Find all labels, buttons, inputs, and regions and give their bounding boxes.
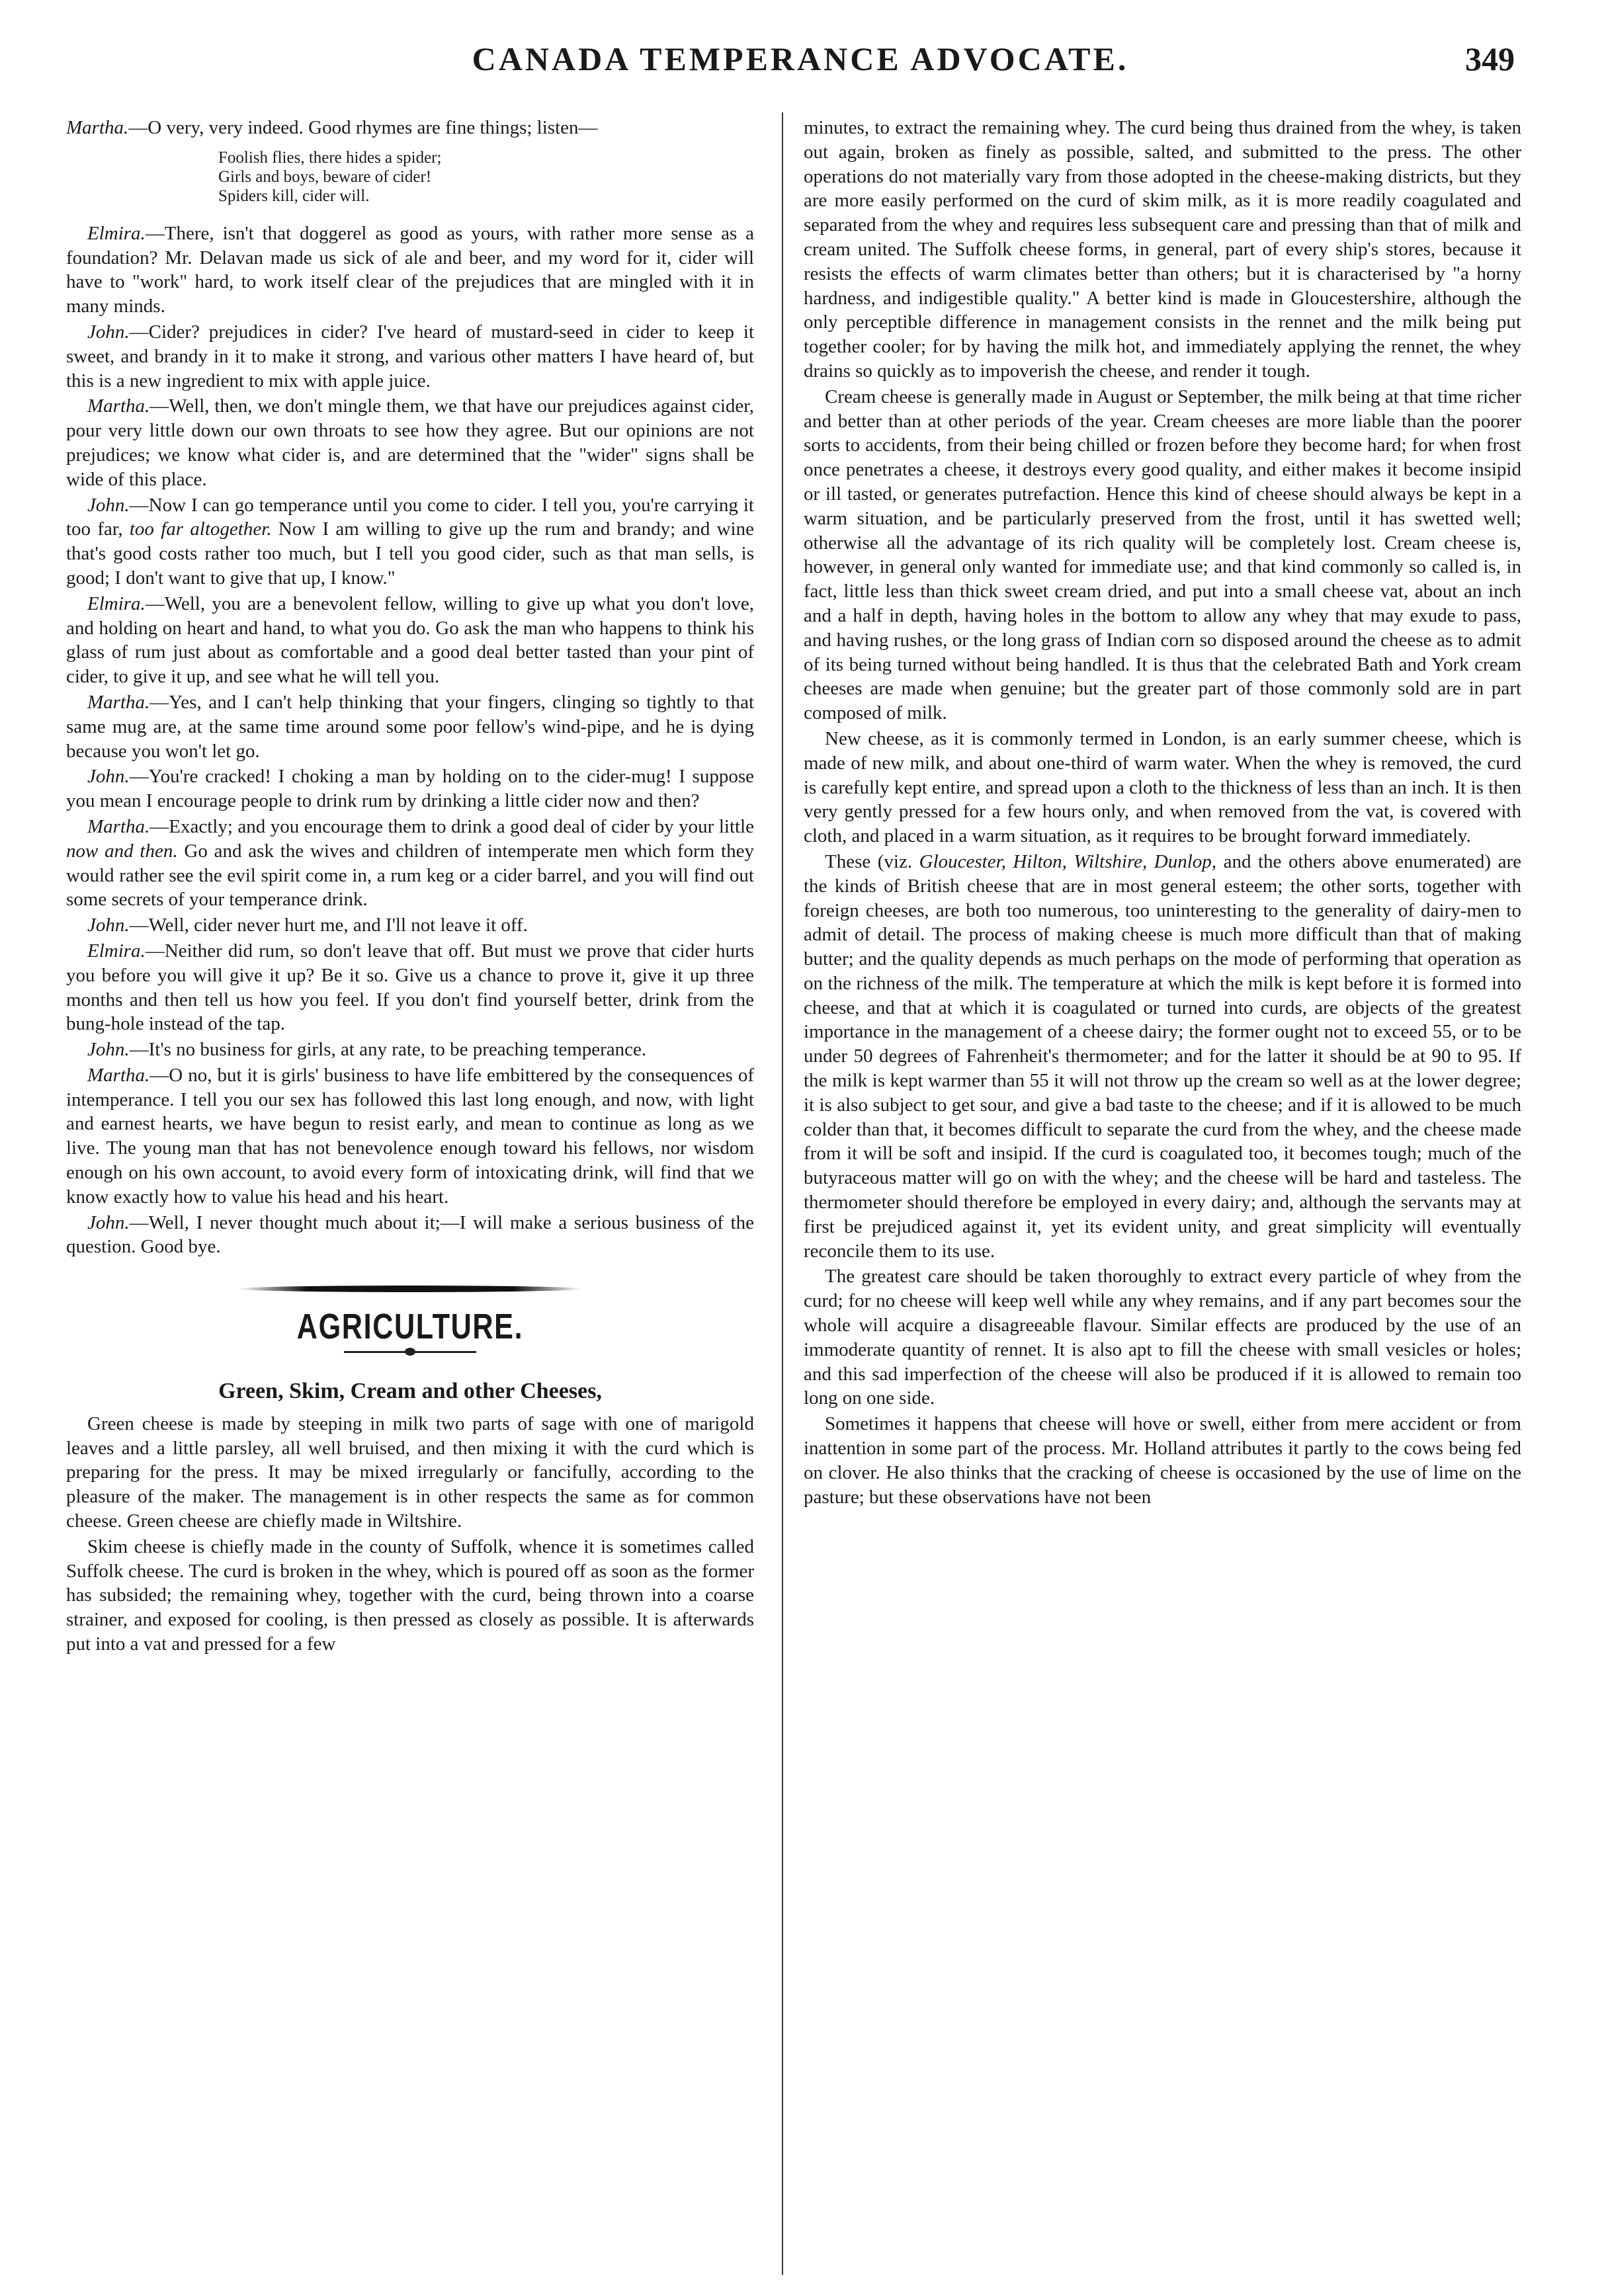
speaker-name: Martha. [66,117,129,138]
dialogue-paragraph [66,493,754,591]
page-number: 349 [1465,40,1515,77]
speaker-name: Elmira. [87,222,146,244]
dialogue-paragraph [66,913,754,938]
column-divider [782,112,783,2275]
ornamental-rule-small [344,1351,476,1353]
dialogue-paragraph [66,690,754,763]
poem-line: Girls and boys, beware of cider! [218,167,432,186]
dialogue-text: —Well, you are a benevolent fellow, willing to give up what you don't love, and holding on heart and hand, to what you do. Go ask the man who happens to think his glass of rum just about as comfortable and a good deal better tasted than your pint of cider, to give it up, and see what he will tell you. [66,593,754,688]
dialogue-text: —Neither did rum, so don't leave that off. But must we prove that cider hurts you before you will give it up? Be it so. Give us a chance to prove it, give it up three months and then tell us how you feel. If you don't find yourself better, drink from the bung-hole instead of the tap. [66,940,754,1035]
article-paragraph: Cream cheese is generally made in August or September, the milk being at that time richer and better than at other periods of the year. Cream cheeses are more liable than the poorer sorts to accidents, from their being chilled or frozen before they become hard; for when frost once penetrates a cheese, it destroys every good quality, and either makes it become insipid or ill tasted, or generates putrefaction. Hence this kind of cheese should always be kept in a warm situation, and be particularly preserved from the frost, until it has swetted well; otherwise all the advantage of its rich quality will be completely lost. Cream cheese is, however, in general only wanted for immediate use; and that kind commonly so called is, in fact, little less than thick sweet cream dried, and put into a small cheese vat, about an inch and a half in depth, having holes in the bottom to allow any whey that may exude to pass, and having rushes, or the long grass of Indian corn so disposed around the cheese as to admit of its being turned without being handled. It is thus that the celebrated Bath and York cream cheeses are made when genuine; but the greater part of those commonly sold are in part composed of milk. [804,386,1521,724]
dialogue-paragraph [66,764,754,813]
article-paragraph: Sometimes it happens that cheese will hove or swell, either from mere accident or from inattention in some part of the process. Mr. Holland attributes it partly to the cows being fed on clover. He also thinks that the cracking of cheese is occasioned by the use of lime on the pasture; but these observations have not been [804,1413,1521,1508]
emphasis-text: too far altogether. [129,518,272,540]
article-title: Green, Skim, Cream and other Cheeses, [218,1379,602,1404]
article-text: These (viz. [825,850,919,872]
emphasis-text: Gloucester, Hilton, Wiltshire, Dunlop, [919,850,1217,872]
section-separator [66,1286,754,1292]
left-column [66,116,754,2258]
article-paragraph: Green cheese is made by steeping in milk two parts of sage with one of marigold leaves and a little parsley, all well bruised, and then mixing it with the curd which is preparing for the press. It may be mixed irregularly or fancifully, according to the pleasure of the maker. The management is in other respects the same as for common cheese. Green cheese are chiefly made in Wiltshire. [66,1413,754,1532]
dialogue-paragraph [66,592,754,689]
right-column [804,116,1521,2258]
speaker-name: John. [87,321,130,343]
dialogue-text: —There, isn't that doggerel as good as yours, with rather more sense as a foundation? Mr. Delavan made us sick of ale and beer, and my word for it, cider will have to "work" hard, to work itself clear of the prejudices that are mingled with it in many minds. [66,222,754,317]
article-paragraph: New cheese, as it is commonly termed in London, is an early summer cheese, which is made of new milk, and about one-third of warm water. When the whey is removed, the curd is carefully kept entire, and spread upon a cloth to the thickness of less than an inch. It is then very gently pressed for a few hours only, and when removed from the vat, is covered with cloth, and placed in a warm situation, as it requires to be brought forward immediately. [804,727,1521,847]
article-text: and the others above enumerated) are the kinds of British cheese that are in most general esteem; the other sorts, together with foreign cheeses, are both too numerous, too uninteresting to the generality of dairy-men to admit of detail. The process of making cheese is much more difficult than that of making butter; and the quality depends as much perhaps on the mode of performing that operation as on the richness of the milk. The temperature at which the milk is kept before it is formed into cheese, and that at which it is coagulated or turned into curds, are objects of the greatest importance in the management of a cheese dairy; the former ought not to exceed 55, or to be under 50 degrees of Fahrenheit's thermometer; and for the latter it should be at 90 to 95. If the milk is kept warmer than 55 it will not throw up the cream so well as at the lower degree; it is also subject to get sour, and give a bad taste to the cheese; and if it is allowed to be much colder than that, it becomes difficult to separate the curd from the whey, and the cheese made from it will be soft and insipid. If the curd is coagulated too, it becomes tough; much of the butyraceous matter will go on with the whey; and the cheese will be hard and tasteless. The thermometer should therefore be employed in every dairy; and, although the servants may at first be prejudiced against it, yet its evident unity, and great simplicity will eventually reconcile them to its use. [804,850,1521,1262]
article-paragraph: The greatest care should be taken thoroughly to extract every particle of whey from the curd; for no cheese will keep well while any whey remains, and if any part becomes sour the whole will acquire a disagreeable flavour. Similar effects are produced by the use of an immoderate quantity of rennet. It is also apt to fill the cheese with small vesicles or holes; and this sad imperfection of the cheese will also be produced if it is allowed to remain too long on one side. [804,1266,1521,1409]
dialogue-paragraph [66,1038,754,1062]
speaker-name: John. [87,915,130,936]
dialogue-text: —Exactly; and you encourage them to drink a good deal of cider by your little [149,815,754,837]
dialogue-text: —O no, but it is girls' business to have life embittered by the consequences of intemperance. I tell you our sex has followed this last long enough, and now, with light and earnest hearts, we have begun to resist early, and mean to continue as long as we live. The young man that has not benevolence enough toward his fellows, nor wisdom enough on his own account, to avoid every form of intoxicating drink, will find that we know exactly how to value his head and his heart. [66,1064,754,1208]
speaker-name: Martha. [87,1064,150,1086]
dialogue-text: —Well, then, we don't mingle them, we that have our prejudices against cider, pour very little down our own throats to see how they agree. But our opinions are not prejudices; we know what cider is, and are determined that the "wider" signs shall be wide of this place. [66,395,754,490]
speaker-name: Martha. [87,815,150,837]
speaker-name: Elmira. [87,593,146,614]
dialogue-text: —Yes, and I can't help thinking that your fingers, clinging so tightly to that same mug are, at the same time around some poor fellow's wind-pipe, and he is dying because you won't let go. [66,691,754,762]
dialogue-text: —Well, cider never hurt me, and I'll not leave it off. [129,915,528,936]
dialogue-paragraph [66,1211,754,1260]
dialogue-paragraph [66,116,754,140]
dialogue-paragraph [66,222,754,319]
article-paragraph: Skim cheese is chiefly made in the county of Suffolk, whence it is sometimes called Suffolk cheese. The curd is broken in the whey, which is poured off as soon as the former has subsided; the remaining whey, together with the curd, being thrown into a coarse strainer, and exposed for cooling, is then pressed as closely as possible. It is afterwards put into a vat and pressed for a few [66,1536,754,1655]
speaker-name: Martha. [87,691,150,713]
ornamental-rule [238,1286,582,1292]
dialogue-paragraph [66,1063,754,1210]
speaker-name: John. [87,766,130,788]
poem-line: Foolish flies, there hides a spider; [218,148,442,167]
dialogue-paragraph [66,320,754,393]
section-heading: AGRICULTURE. [296,1307,524,1347]
speaker-name: John. [87,1039,130,1061]
dialogue-text: —Cider? prejudices in cider? I've heard of mustard-seed in cider to keep it sweet, and brandy in it to make it strong, and various other matters I have heard of, but this is a new ingredient to mix with apple juice. [66,321,754,391]
speaker-name: John. [87,1211,130,1233]
dialogue-text: —Well, I never thought much about it;—I will make a serious business of the question. Good bye. [66,1211,754,1258]
speaker-name: Elmira. [87,940,146,962]
speaker-name: John. [87,494,130,516]
page-header [86,40,1515,93]
dialogue-text: Go and ask the wives and children of intemperate men which form they would rather see the evil spirit come in, a rum keg or a cider barrel, and you will find out some secrets of your temperance drink. [66,840,754,911]
dialogue-text: —You're cracked! I choking a man by holding on to the cider-mug! I suppose you mean I encourage people to drink rum by drinking a little cider now and then? [66,766,754,812]
poem-line: Spiders kill, cider will. [218,186,370,205]
dialogue-text: —Now I can go temperance until you come to cider. I tell you, you're carrying it too far, [66,494,754,540]
article-paragraph [804,850,1521,1264]
dialogue-paragraph [66,939,754,1036]
dialogue-paragraph [66,394,754,491]
emphasis-text: now and then. [66,840,178,862]
dialogue-paragraph [66,815,754,912]
dialogue-text: —It's no business for girls, at any rate, to be preaching temperance. [129,1039,647,1061]
article-paragraph: minutes, to extract the remaining whey. The curd being thus drained from the whey, is taken out again, broken as finely as possible, salted, and submitted to the press. The other operations do not materially vary from those adopted in the cheese-making districts, but they are more easily performed on the curd of skim milk, as it is more readily coagulated and separated from the whey and requires less subsequent care and pressing than that of milk and cream united. The Suffolk cheese forms, in general, part of every ship's stores, because it resists the effects of warm climates better than others; but it is characterised by "a horny hardness, and indigestible quality." A better kind is made in Gloucestershire, although the only perceptible difference in management consists in the rennet and the milk being put together cooler; for by having the milk hot, and immediately applying the rennet, the whey drains so quickly as to impoverish the cheese, and render it tough. [804,117,1521,382]
speaker-name: Martha. [87,395,150,417]
dialogue-text: —O very, very indeed. Good rhymes are fine things; listen— [128,117,598,138]
page-title: CANADA TEMPERANCE ADVOCATE. [472,40,1129,77]
poem [218,148,754,206]
dialogue-text: Now I am willing to give up the rum and brandy; and wine that's good costs rather too much, but I tell you good cider, such as that man sells, is good; I don't want to give that up, I know." [66,518,754,589]
